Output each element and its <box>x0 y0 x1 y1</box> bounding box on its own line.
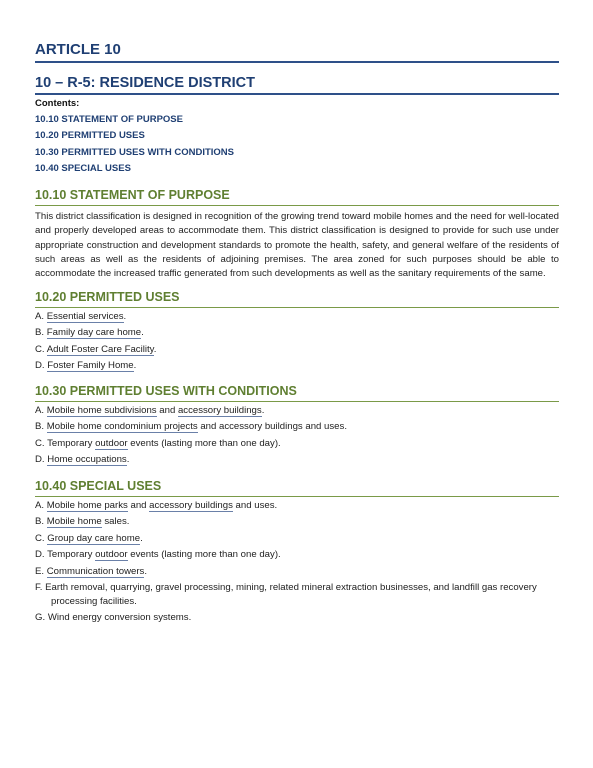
list-item: A. Essential services. <box>35 311 127 322</box>
list-item: C. Adult Foster Care Facility. <box>35 344 157 355</box>
district-title: 10 – R-5: RESIDENCE DISTRICT <box>35 75 255 91</box>
list-item: D. Foster Family Home. <box>35 360 137 371</box>
use-link[interactable]: Mobile home subdivisions <box>46 405 157 416</box>
use-link[interactable]: outdoor <box>95 549 128 560</box>
use-link[interactable]: outdoor <box>95 438 128 449</box>
use-link[interactable]: Adult Foster Care Facility <box>46 344 154 355</box>
toc-link-purpose[interactable]: 10.10 STATEMENT OF PURPOSE <box>35 114 183 125</box>
section-heading-special: 10.40 SPECIAL USES <box>35 479 162 493</box>
purpose-paragraph: This district classification is designed in recognition of the growing trend toward mobile homes and the need for well-located and properly developed areas to accommodate them. This district classification is designed to provide for such use under appropriate construction and development standards to promote the health, safety, and general welfare of the residents of such areas as well as the residents of adjoining premises. The area zoned for such purposes should be able to accommodate the increased traffic generated from such developments as well as the sanitary requirements of the same. <box>35 211 559 280</box>
use-link[interactable]: accessory buildings <box>177 405 262 416</box>
list-item: B. Mobile home sales. <box>35 516 130 527</box>
use-link[interactable]: Group day care home <box>47 533 141 544</box>
list-item: F. Earth removal, quarrying, gravel processing, mining, related mineral extraction businesses, and landfill gas recovery processing facilities. <box>35 582 537 607</box>
use-link[interactable]: Essential services <box>46 311 124 322</box>
list-item: A. Mobile home parks and accessory buildings and uses. <box>35 500 278 511</box>
list-item: D. Temporary outdoor events (lasting more than one day). <box>35 549 281 560</box>
use-link[interactable]: Foster Family Home <box>47 360 134 371</box>
use-link[interactable]: accessory buildings <box>149 500 233 511</box>
list-item: D. Home occupations. <box>35 454 130 465</box>
list-item: C. Group day care home. <box>35 533 143 544</box>
use-link[interactable]: Home occupations <box>47 454 127 465</box>
toc-link-conditional[interactable]: 10.30 PERMITTED USES WITH CONDITIONS <box>35 147 234 158</box>
use-link[interactable]: Mobile home <box>46 516 102 527</box>
list-item: B. Mobile home condominium projects and accessory buildings and uses. <box>35 421 347 432</box>
list-item: C. Temporary outdoor events (lasting more than one day). <box>35 438 281 449</box>
toc-link-permitted[interactable]: 10.20 PERMITTED USES <box>35 130 145 141</box>
section-rule <box>35 307 559 308</box>
section-rule <box>35 205 559 206</box>
section-heading-conditional: 10.30 PERMITTED USES WITH CONDITIONS <box>35 384 297 398</box>
use-link[interactable]: Mobile home parks <box>46 500 128 511</box>
section-rule <box>35 401 559 402</box>
section-rule <box>35 496 559 497</box>
use-link[interactable]: Family day care home <box>46 327 142 338</box>
list-item: E. Communication towers. <box>35 566 147 577</box>
contents-label: Contents: <box>35 98 80 109</box>
list-item: B. Family day care home. <box>35 327 144 338</box>
use-link[interactable]: Mobile home condominium projects <box>46 421 198 432</box>
list-item: G. Wind energy conversion systems. <box>35 612 192 623</box>
article-title: ARTICLE 10 <box>35 41 121 58</box>
section-heading-permitted: 10.20 PERMITTED USES <box>35 290 180 304</box>
section-heading-purpose: 10.10 STATEMENT OF PURPOSE <box>35 188 230 202</box>
district-rule <box>35 93 559 95</box>
list-item: A. Mobile home subdivisions and accessory buildings. <box>35 405 265 416</box>
use-link[interactable]: Communication towers <box>46 566 145 577</box>
toc-link-special[interactable]: 10.40 SPECIAL USES <box>35 163 131 174</box>
article-rule <box>35 61 559 63</box>
